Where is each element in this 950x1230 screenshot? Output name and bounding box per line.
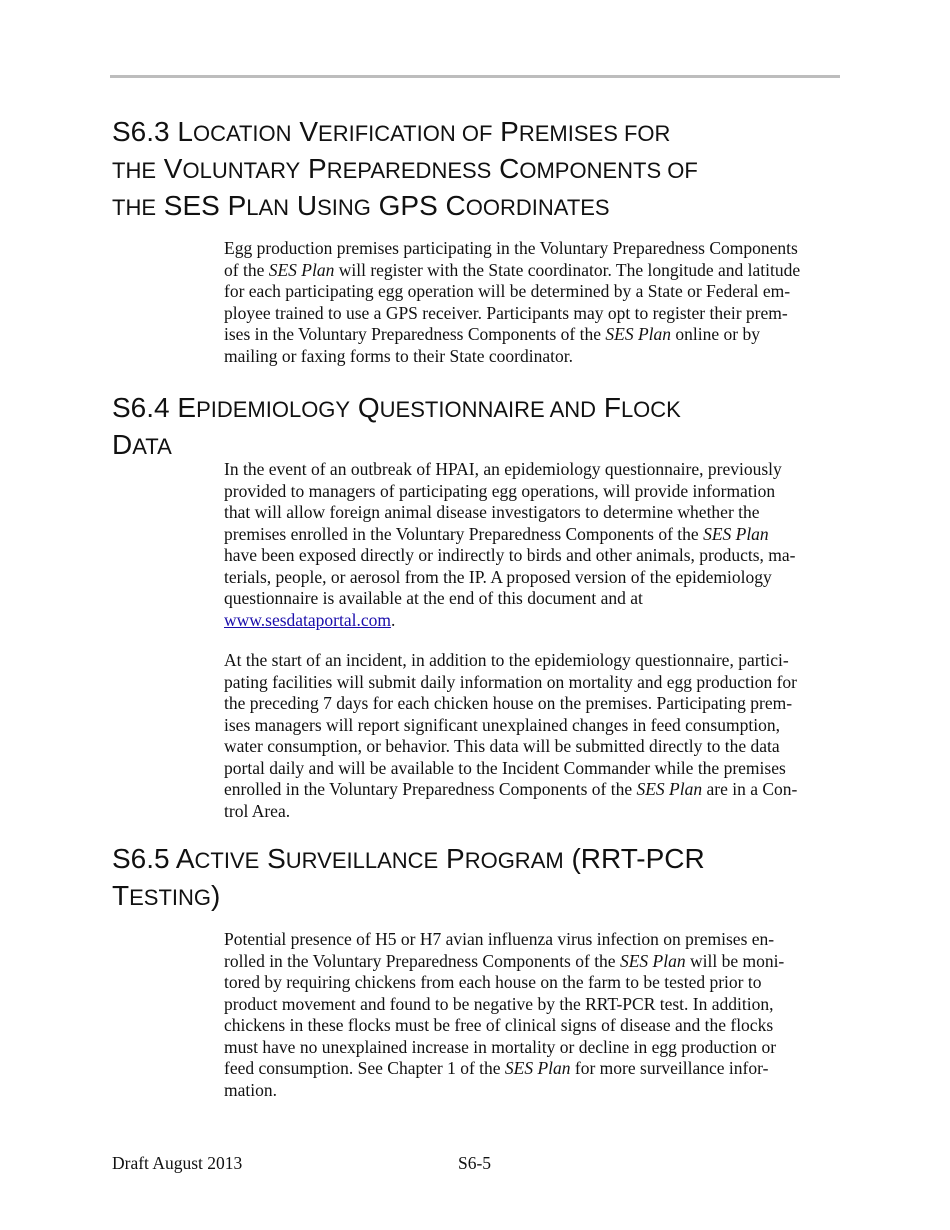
section-heading-s6-3 [112,114,832,225]
text-run: rolled in the Voluntary Preparedness Components of the [224,950,620,971]
text-line [224,994,840,1016]
text-line [224,524,840,546]
emphasis-text: SES Plan [504,1058,571,1078]
text-run: premises enrolled in the Voluntary Preparedness Components of the [224,523,704,544]
small-caps-text: ERIFICATION OF [318,121,493,146]
small-caps-text: OCATION [192,121,292,146]
small-caps-text: LAN [246,195,290,220]
text-run: trol Area. [224,800,291,821]
text-line [224,693,840,715]
text-line [224,929,840,951]
small-caps-text: OORDINATES [465,195,610,220]
text-run: tored by requiring chickens from each house on the farm to be tested prior to [224,972,762,992]
text-line [224,610,840,632]
text-run: At the start of an incident, in addition to the epidemiology questionnaire, partici- [224,650,789,670]
text-line [224,1037,840,1059]
text-run: S6.3 L [112,116,193,147]
text-run: feed consumption. See Chapter 1 of the [224,1058,505,1078]
small-caps-text: CTIVE [194,848,260,873]
text-run: mation. [224,1079,277,1100]
sesdataportal-link[interactable]: www.sesdataportal.com [224,609,392,630]
small-caps-text: ATA [132,434,172,459]
small-caps-text: THE [112,195,156,220]
emphasis-text: SES Plan [636,779,703,799]
text-run: V [291,116,319,147]
text-run: In the event of an outbreak of HPAI, an epidemiology questionnaire, previously [224,459,782,479]
section-paragraph-s6-4-2 [224,650,840,822]
section-paragraph-s6-4-1 [224,459,840,631]
text-line [224,1058,840,1080]
text-run: ployee trained to use a GPS receiver. Participants may opt to register their prem- [224,302,788,323]
text-run: water consumption, or behavior. This data will be submitted directly to the data [224,736,780,756]
text-line [224,238,840,260]
section-heading-s6-5 [112,841,832,915]
text-run: ) [211,880,221,911]
text-line [224,281,840,303]
text-line [224,303,840,325]
text-run: U [289,190,318,221]
text-run: S [259,843,286,874]
text-line [224,736,840,758]
text-run: T [112,880,130,911]
text-run: S6.4 E [112,392,197,423]
header-rule [110,75,840,78]
text-run: the preceding 7 days for each chicken house on the premises. Participating prem- [224,693,793,713]
small-caps-text: THE [112,158,156,183]
text-line [224,972,840,994]
text-run: online or by [671,324,760,344]
text-line [224,1015,840,1037]
small-caps-text: PIDEMIOLOGY [196,397,351,422]
small-caps-text: SING [317,195,371,220]
heading-line [112,114,832,151]
text-run: terials, people, or aerosol from the IP. A proposed version of the epidemiology [224,566,772,587]
footer-page-number: S6-5 [458,1153,492,1173]
small-caps-text: OLUNTARY [182,158,301,183]
text-run: will register with the State coordinator. The longitude and latitude [334,259,801,280]
text-run: ises in the Voluntary Preparedness Components of the [224,324,606,344]
heading-line [112,390,832,427]
emphasis-text: SES Plan [605,324,672,344]
text-run: are in a Con- [702,779,798,799]
text-line [224,567,840,589]
text-run: P [492,116,519,147]
text-line [224,481,840,503]
heading-line [112,188,832,225]
text-run: will be moni- [685,950,785,971]
text-line [224,672,840,694]
text-run: ises managers will report significant unexplained changes in feed consumption, [224,714,780,735]
text-run: provided to managers of participating egg operations, will provide information [224,480,776,501]
small-caps-text: REMISES FOR [518,121,671,146]
text-run: enrolled in the Voluntary Preparedness Components of the [224,779,637,799]
text-line [224,779,840,801]
text-line [224,758,840,780]
heading-line [112,878,832,915]
text-line [224,545,840,567]
text-run: S6.5 A [112,843,195,874]
text-run: D [112,429,133,460]
text-run: Potential presence of H5 or H7 avian influenza virus infection on premises en- [224,929,775,949]
text-run: have been exposed directly or indirectly to birds and other animals, products, ma- [224,545,796,565]
small-caps-text: ROGRAM [464,848,564,873]
text-run: portal daily and will be available to the Incident Commander while the premises [224,757,786,778]
text-run: P [438,843,465,874]
text-run: Egg production premises participating in the Voluntary Preparedness Components [224,238,798,258]
text-line [224,715,840,737]
text-line [224,951,840,973]
text-line [224,346,840,368]
small-caps-text: ESTING [129,885,212,910]
text-run: for more surveillance infor- [570,1058,769,1078]
small-caps-text: OMPONENTS OF [519,158,698,183]
text-run: GPS C [370,190,466,221]
text-line [224,260,840,282]
text-run: of the [224,259,269,280]
text-run: SES P [156,190,247,221]
heading-line [112,841,832,878]
text-run: must have no unexplained increase in mortality or decline in egg production or [224,1036,777,1057]
text-line [224,1080,840,1102]
small-caps-text: LOCK [620,397,681,422]
small-caps-text: URVEILLANCE [285,848,439,873]
text-run: questionnaire is available at the end of this document and at [224,588,643,608]
section-heading-s6-4 [112,390,832,464]
text-run: Q [350,392,380,423]
text-run: (RRT-PCR [563,843,705,874]
footer-draft-date: Draft August 2013 [112,1153,243,1173]
text-run: pating facilities will submit daily information on mortality and egg production for [224,671,798,692]
text-line [224,588,840,610]
small-caps-text: UESTIONNAIRE AND [379,397,597,422]
text-run: P [300,153,327,184]
text-run: mailing or faxing forms to their State coordinator. [224,345,573,366]
text-run: product movement and found to be negative by the RRT-PCR test. In addition, [224,993,774,1014]
text-line [224,801,840,823]
heading-line [112,151,832,188]
text-run: F [596,392,621,423]
text-line [224,459,840,481]
emphasis-text: SES Plan [268,259,335,280]
section-paragraph-s6-5 [224,929,840,1101]
text-run: that will allow foreign animal disease investigators to determine whether the [224,502,760,522]
emphasis-text: SES Plan [619,950,686,971]
text-run: V [156,153,183,184]
emphasis-text: SES Plan [703,523,769,544]
text-run: . [391,609,396,630]
text-run: C [491,153,520,184]
text-line [224,650,840,672]
text-run: for each participating egg operation will be determined by a State or Federal em- [224,281,791,301]
small-caps-text: REPAREDNESS [326,158,492,183]
text-line [224,502,840,524]
section-paragraph-s6-3 [224,238,840,367]
text-run: chickens in these flocks must be free of clinical signs of disease and the flocks [224,1015,774,1035]
text-line [224,324,840,346]
